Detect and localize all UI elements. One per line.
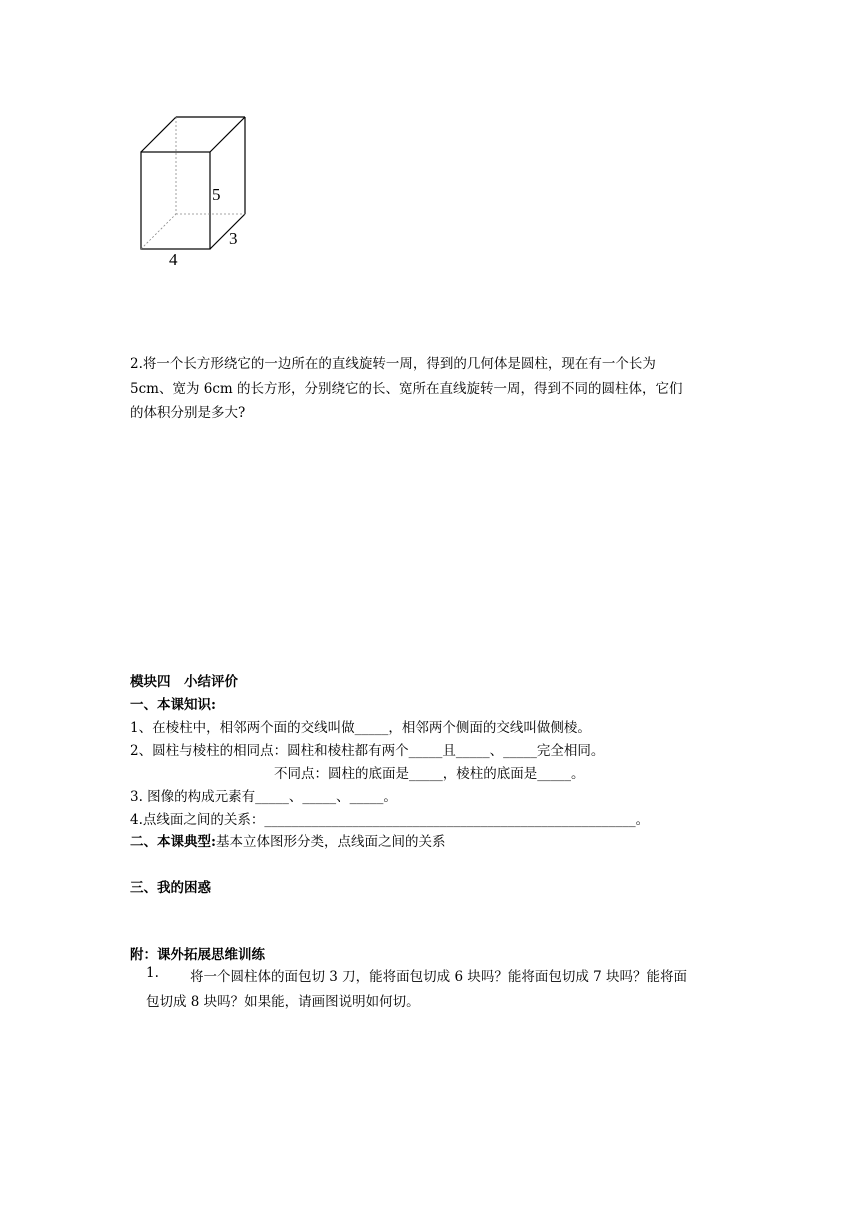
appendix-title: 附：课外拓展思维训练 xyxy=(130,947,265,963)
appendix-item-line2: 包切成 8 块吗？如果能，请画图说明如何切。 xyxy=(146,994,420,1010)
problem2-line3: 的体积分别是多大? xyxy=(130,405,246,421)
summary-item4: 4.点线面之间的关系：_______________________________________________________。 xyxy=(130,812,650,828)
appendix-item-number: 1. xyxy=(146,965,159,981)
height-label: 5 xyxy=(212,185,221,204)
depth-label: 3 xyxy=(229,229,238,248)
summary-item2: 2、圆柱与棱柱的相同点：圆柱和棱柱都有两个_____且_____、_____完全相同。 xyxy=(130,743,605,759)
prism-top-left-edge xyxy=(141,117,176,152)
section3-title: 三、我的困惑 xyxy=(130,880,211,896)
problem2-line1: 2.将一个长方形绕它的一边所在的直线旋转一周，得到的几何体是圆柱，现在有一个长为 xyxy=(130,356,656,372)
prism-hidden-bottom-left-edge xyxy=(141,214,176,249)
prism-front-face xyxy=(141,152,210,249)
summary-item3: 3. 图像的构成元素有_____、_____、_____。 xyxy=(130,789,397,805)
appendix-item-line1: 将一个圆柱体的面包切 3 刀，能将面包切成 6 块吗？能将面包切成 7 块吗？能将面 xyxy=(190,969,688,985)
summary-item2-differences: 不同点：圆柱的底面是_____，棱柱的底面是_____。 xyxy=(274,766,585,782)
module-title: 模块四 小结评价 xyxy=(130,674,238,690)
prism-bottom-right-edge xyxy=(210,214,245,249)
section2 xyxy=(130,830,445,850)
problem2-line2: 5cm、宽为 6cm 的长方形，分别绕它的长、宽所在直线旋转一周，得到不同的圆柱体，它们 xyxy=(130,381,683,397)
prism-top-right-edge xyxy=(210,117,245,152)
width-label: 4 xyxy=(169,250,178,269)
section2-title: 二、本课典型: xyxy=(130,834,216,850)
section1-title: 一、本课知识: xyxy=(130,697,216,713)
rectangular-prism-figure xyxy=(120,105,260,275)
summary-item1: 1、在棱柱中，相邻两个面的交线叫做_____，相邻两个侧面的交线叫做侧棱。 xyxy=(130,720,591,736)
section2-text: 基本立体图形分类，点线面之间的关系 xyxy=(215,834,446,850)
